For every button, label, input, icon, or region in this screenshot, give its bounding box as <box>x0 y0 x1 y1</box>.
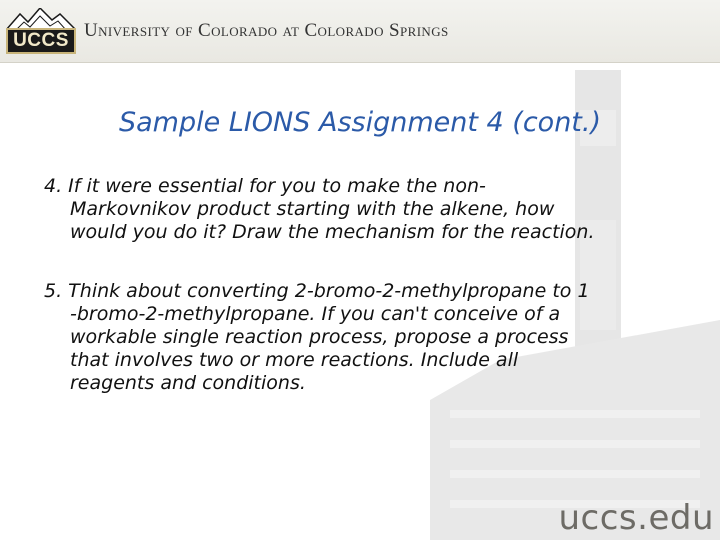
question-4-line-3: would you do it? Draw the mechanism for the reaction. <box>70 221 595 243</box>
footer-url: uccs.edu <box>558 498 714 538</box>
question-4-line-2: Markovnikov product starting with the alkene, how <box>70 198 555 220</box>
question-5-line-2: -bromo-2-methylpropane. If you can't conceive of a <box>70 303 561 325</box>
question-5-line-5: reagents and conditions. <box>70 372 306 394</box>
question-4-line-1: 4. If it were essential for you to make the non- <box>44 175 486 197</box>
logo-text: UCCS <box>6 28 76 54</box>
question-5-line-4: that involves two or more reactions. Include all <box>70 349 519 371</box>
question-5-line-3: workable single reaction process, propose a process <box>70 326 569 348</box>
question-4 <box>44 175 694 244</box>
slide-title: Sample LIONS Assignment 4 (cont.) <box>118 107 602 138</box>
question-5-line-1: 5. Think about converting 2-bromo-2-methylpropane to 1 <box>44 280 590 302</box>
uccs-logo <box>6 8 76 51</box>
question-5 <box>44 280 694 395</box>
university-name: University of Colorado at Colorado Springs <box>84 20 449 41</box>
mountain-icon <box>6 8 76 30</box>
header-banner <box>0 0 720 63</box>
